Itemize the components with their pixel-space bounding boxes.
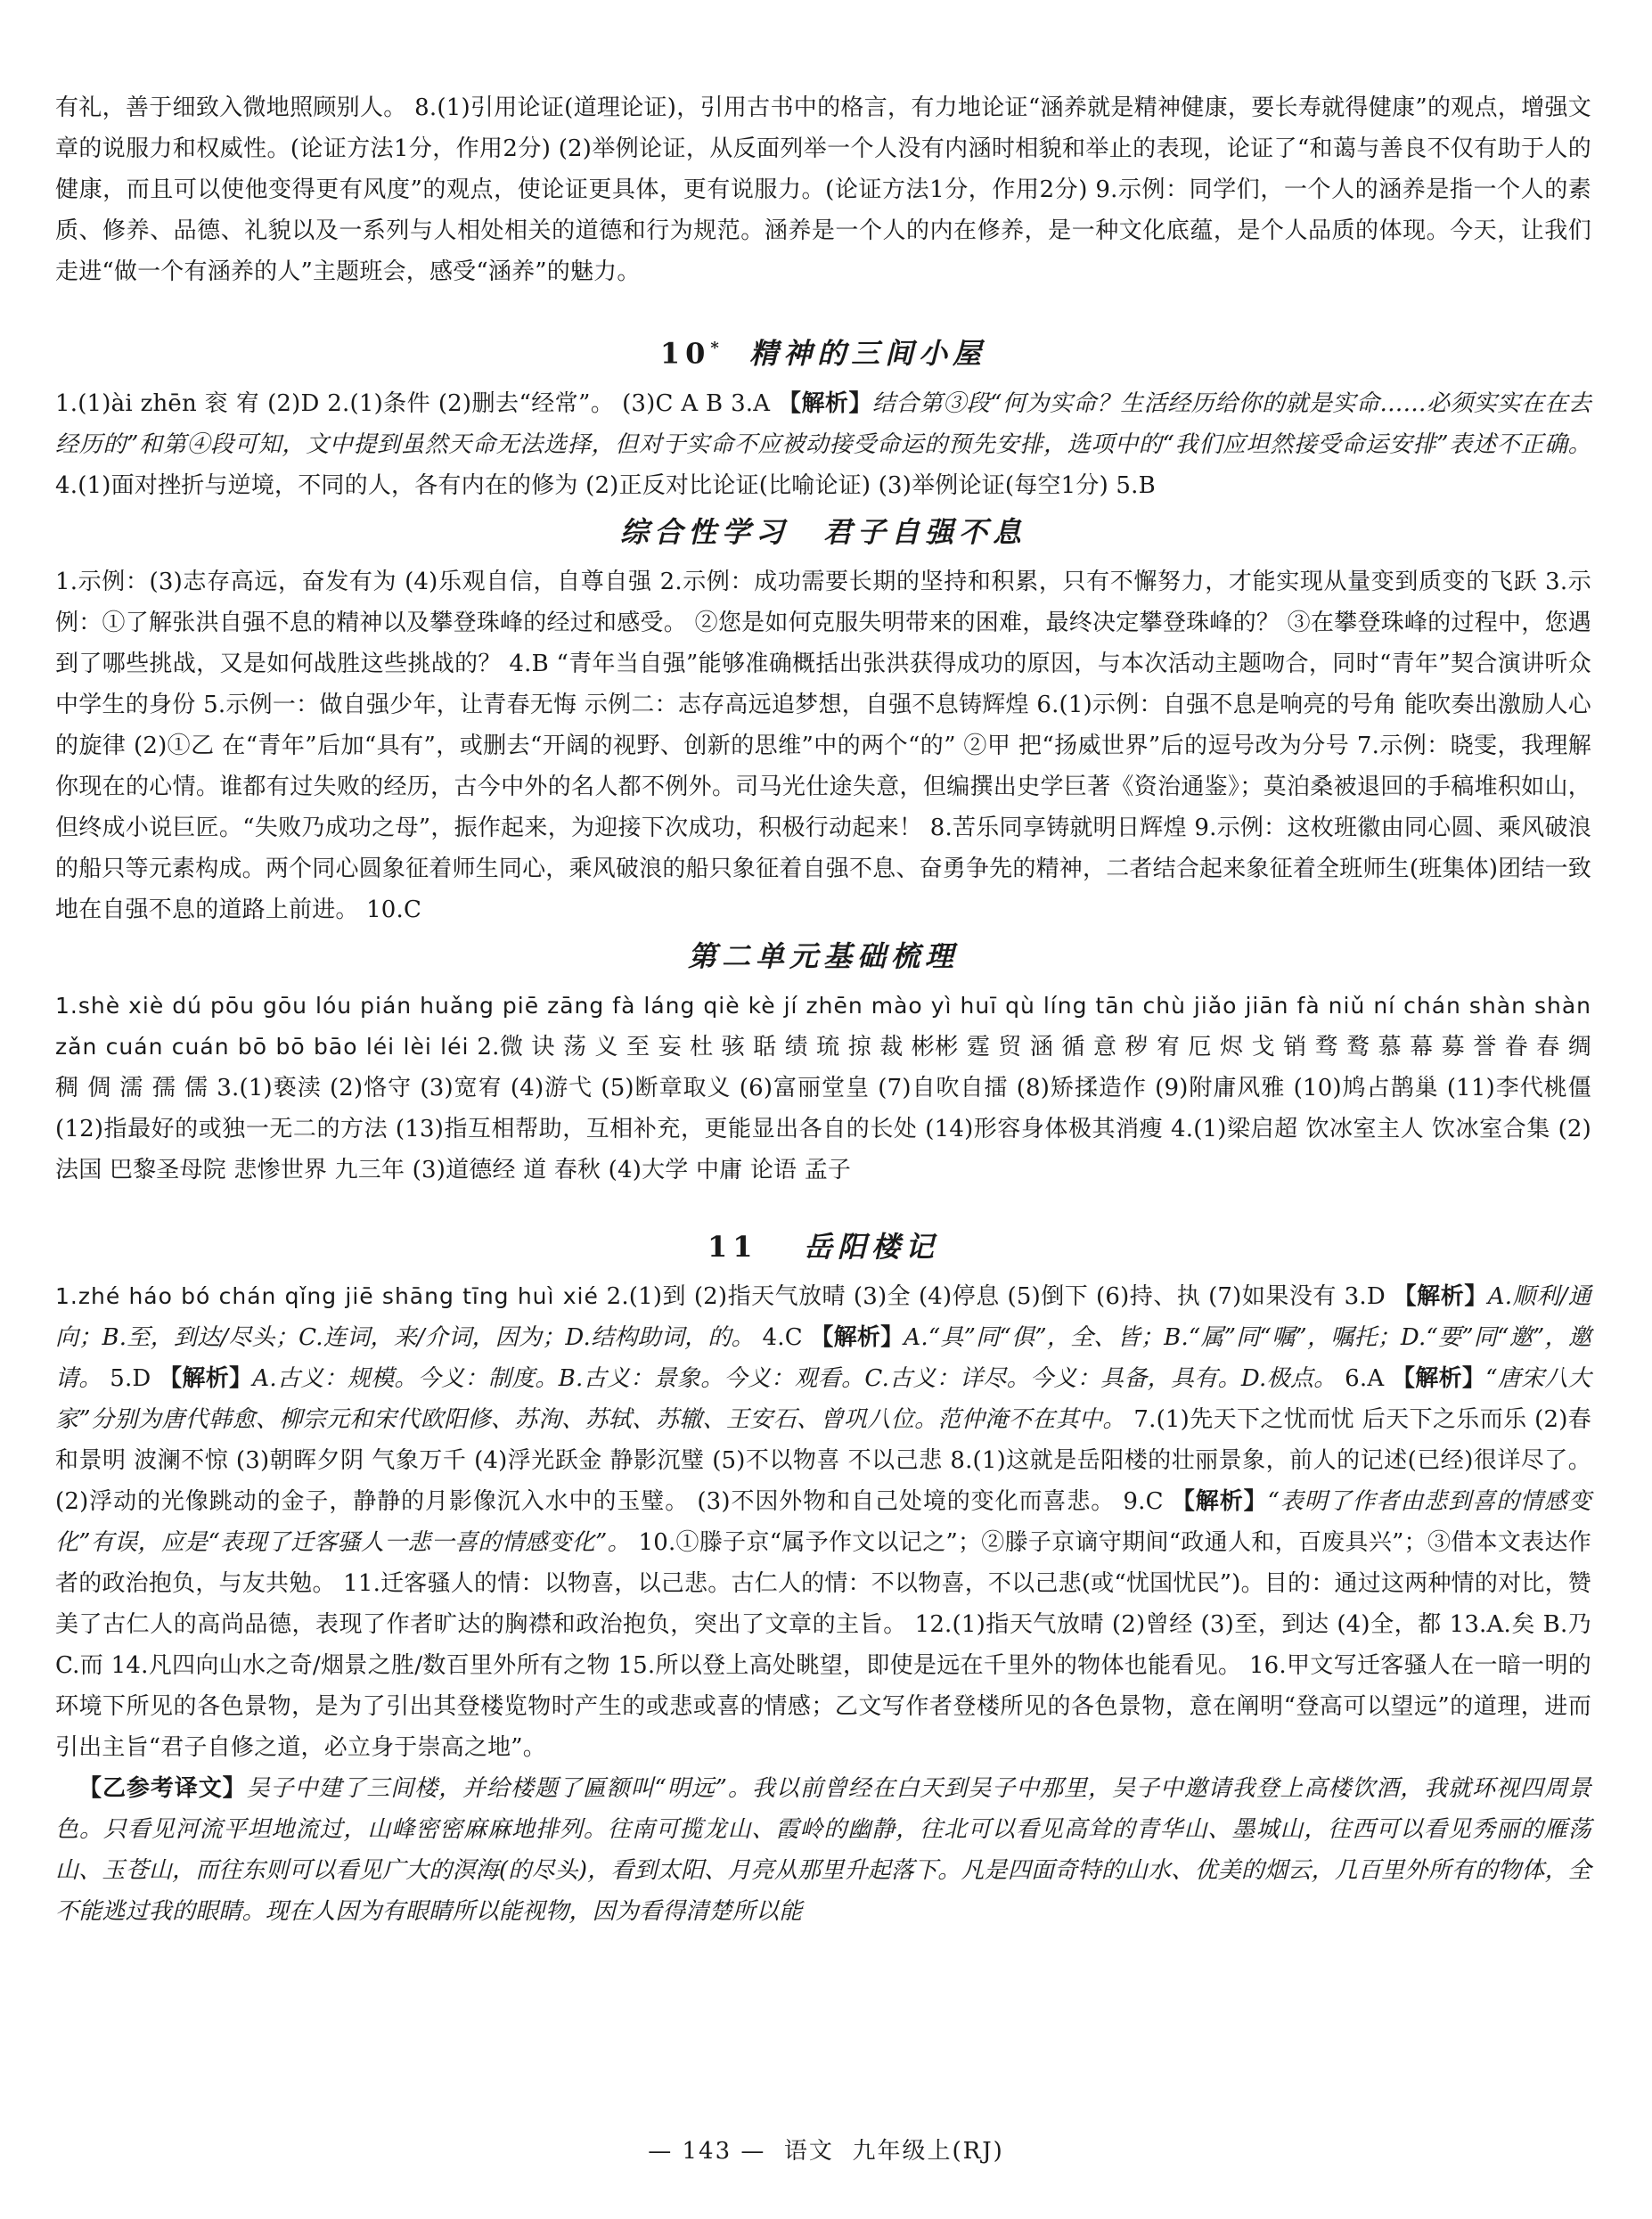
analysis-tag: 【解析】 (1393, 1282, 1488, 1310)
analysis-text: A.顺利/通向；B.至，到达/尽头；C.连词，来/介词，因为；D.结构助词，的。 (55, 1282, 1591, 1351)
footer-grade: 九年级上(RJ) (852, 2138, 1004, 2165)
answer-text: 10.①滕子京“属予作文以记之”；②滕子京谪守期间“政通人和，百废具兴”；③借本文表达作者的政治抱负，与友共勉。 11.迁客骚人的情：以物喜，以己悲。古仁人的情：不以物喜，不以己悲(或“忧国忧民”)。目的：通过这两种情的对比，赞美了古仁人的高尚品德，表现了作者旷达的胸襟和政治抱负，突出了文章的主旨。 12.(1)指天气放晴 (2)曾经 (3)至，到达 (4)全，都 13.A.矣 B.乃 C.而 14.凡四向山水之奇/烟景之胜/数百里外所有之物 15.所以登上高处眺望，即使是远在千里外的物体也能看见。 16.甲文写迁客骚人在一暗一明的环境下所见的各色景物，是为了引出其登楼览物时产生的或悲或喜的情感；乙文写作者登楼所见的各色景物，意在阐明“登高可以望远”的道理，进而引出主旨“君子自修之道，必立身于崇高之地”。 (55, 1528, 1591, 1761)
translation-paragraph (55, 1768, 1591, 1932)
translation-text: 吴子中建了三间楼，并给楼题了匾额叫“明远”。我以前曾经在白天到吴子中那里，吴子中邀请我登上高楼饮酒，我就环视四周景色。只看见河流平坦地流过，山峰密密麻麻地排列。往南可揽龙山、霞岭的幽静，往北可以看见高耸的青华山、墨城山，往西可以看见秀丽的雁荡山、玉苍山，而往东则可以看见广大的溟海(的尽头)，看到太阳、月亮从那里升起落下。凡是四面奇特的山水、优美的烟云，几百里外所有的物体，全不能逃过我的眼睛。现在人因为有眼睛所以能视物，因为看得清楚所以能 (55, 1774, 1591, 1925)
analysis-text: A.“具”同“俱”，全、皆；B.“属”同“嘱”，嘱托；D.“要”同“邀”，邀请。 (55, 1323, 1592, 1392)
answer-text: 6.A (1337, 1364, 1392, 1392)
comprehensive-answers: 1.示例：(3)志存高远，奋发有为 (4)乐观自信，自尊自强 2.示例：成功需要长期的坚持和积累，只有不懈努力，才能实现从量变到质变的飞跃 3.示例：①了解张洪自强不息的精神以及攀登珠峰的经过和感受。 ②您是如何克服失明带来的困难，最终决定攀登珠峰的？ ③在攀登珠峰的过程中，您遇到了哪些挑战，又是如何战胜这些挑战的？ 4.B “青年当自强”能够准确概括出张洪获得成功的原因，与本次活动主题吻合，同时“青年”契合演讲听众中学生的身份 5.示例一：做自强少年，让青春无悔 示例二：志存高远追梦想，自强不息铸辉煌 6.(1)示例：自强不息是响亮的号角 能吹奏出激励人心的旋律 (2)①乙 在“青年”后加“具有”，或删去“开阔的视野、创新的思维”中的两个“的” ②甲 把“扬威世界”后的逗号改为分号 7.示例：晓雯，我理解你现在的心情。谁都有过失败的经历，古今中外的名人都不例外。司马光仕途失意，但编撰出史学巨著《资治通鉴》；莫泊桑被退回的手稿堆积如山，但终成小说巨匠。“失败乃成功之母”，振作起来，为迎接下次成功，积极行动起来！ 8.苦乐同享铸就明日辉煌 9.示例：这枚班徽由同心圆、乘风破浪的船只等元素构成。两个同心圆象征着师生同心，乘风破浪的船只象征着自强不息、奋勇争先的精神，二者结合起来象征着全班师生(班集体)团结一致地在自强不息的道路上前进。 10.C (55, 568, 1591, 923)
page-footer (0, 2133, 1652, 2166)
section-number: 10 (659, 336, 711, 371)
section-title-comprehensive (55, 512, 1591, 553)
analysis-text: “唐宋八大家”分别为唐代韩愈、柳宗元和宋代欧阳修、苏洵、苏轼、苏辙、王安石、曾巩八位。范仲淹不在其中。 (55, 1364, 1591, 1433)
analysis-tag: 【解析】 (810, 1323, 904, 1351)
section-10-answers (55, 383, 1591, 506)
section-name: 岳阳楼记 (803, 1229, 939, 1264)
footer-subject: 语文 (783, 2138, 834, 2165)
analysis-text: “表明了作者由悲到喜的情感变化”有误，应是“表现了迁客骚人一悲一喜的情感变化”。 (55, 1487, 1591, 1556)
answer-text: 7.(1)先天下之忧而忧 后天下之乐而乐 (2)春和景明 波澜不惊 (3)朝晖夕阴 气象万千 (4)浮光跃金 静影沉璧 (5)不以物喜 不以己悲 8.(1)这就是岳阳楼的壮丽景象，前人的记述(已经)很详尽了。 (2)浮动的光像跳动的金子，静静的月影像沉入水中的玉璧。 (3)不因外物和自己处境的变化而喜悲。 9.C (55, 1405, 1591, 1515)
analysis-text: 结合第③段“何为实命？生活经历给你的就是实命……必须实实在在去经历的”和第④段可知，文中提到虽然天命无法选择，但对于实命不应被动接受命运的预先安排，选项中的“我们应坦然接受命运安排”表述不正确。 (55, 389, 1591, 458)
section-name: 第二单元基础梳理 (687, 938, 959, 973)
answer-text: 1.(1)ài zhēn 衮 宥 (2)D 2.(1)条件 (2)删去“经常”。 (3)C A B 3.A (55, 389, 778, 417)
analysis-tag: 【解析】 (159, 1364, 253, 1392)
section-title-unit2 (55, 936, 1591, 977)
analysis-tag: 【解析】 (1171, 1487, 1268, 1515)
answer-text: 4.(1)面对挫折与逆境，不同的人，各有内在的修为 (2)正反对比论证(比喻论证) (3)举例论证(每空1分) 5.B (55, 471, 1156, 499)
analysis-text: A.古义：规模。今义：制度。B.古义：景象。今义：观看。C.古义：详尽。今义：具备，具有。D.极点。 (252, 1364, 1337, 1392)
section-number: 11 (707, 1229, 758, 1264)
section-name: 综合性学习 君子自强不息 (619, 514, 1026, 549)
section-title-10 (55, 328, 1591, 374)
section-11-answers (55, 1276, 1591, 1768)
page-number: — 143 — (648, 2138, 766, 2165)
section-name: 精神的三间小屋 (749, 336, 987, 371)
section-title-11 (55, 1226, 1591, 1267)
translation-tag: 【乙参考译文】 (78, 1774, 247, 1802)
section-mark: * (710, 339, 719, 357)
pinyin-answers: 1.shè xiè dú pōu gōu lóu pián huǎng piē zāng fà láng qiè kè jí zhēn mào yì huī qù líng tān chù jiǎo jiān fà niǔ ní chán shàn shàn zǎn cuán cuán bō bō bāo léi lèi léi (55, 992, 1591, 1060)
analysis-tag: 【解析】 (777, 389, 872, 417)
text-column (55, 0, 1591, 1932)
pinyin-answers: 1.zhé háo bó chán qǐng jiē shāng tīng huì xié (55, 1282, 599, 1309)
answer-text: 4.C (754, 1323, 811, 1351)
intro-paragraph: 有礼，善于细致入微地照顾别人。 8.(1)引用论证(道理论证)，引用古书中的格言，有力地论证“涵养就是精神健康，要长寿就得健康”的观点，增强文章的说服力和权威性。(论证方法1分，作用2分) (2)举例论证，从反面列举一个人没有内涵时相貌和举止的表现，论证了“和蔼与善良不仅有助于人的健康，而且可以使他变得更有风度”的观点，使论证更具体，更有说服力。(论证方法1分，作用2分) 9.示例：同学们，一个人的涵养是指一个人的素质、修养、品德、礼貌以及一系列与人相处相关的道德和行为规范。涵养是一个人的内在修养，是一种文化底蕴，是个人品质的体现。今天，让我们走进“做一个有涵养的人”主题班会，感受“涵养”的魅力。 (55, 94, 1591, 285)
answer-text: 5.D (102, 1364, 159, 1392)
analysis-tag: 【解析】 (1391, 1364, 1486, 1392)
answer-text: 2.(1)到 (2)指天气放晴 (3)全 (4)停息 (5)倒下 (6)持、执 (7)如果没有 3.D (598, 1282, 1394, 1310)
unit2-answers (55, 986, 1591, 1191)
answer-text: 2.微 诀 荡 义 至 妄 杜 骇 聒 绩 琉 掠 裁 彬彬 霆 贸 涵 循 意 秽 宥 厄 烬 戈 销 骛 鹜 慕 幕 募 誉 眷 春 绸 稠 倜 濡 孺 儒 3.(1)亵渎 (2)恪守 (3)宽宥 (4)游弋 (5)断章取义 (6)富丽堂皇 (7)自吹自擂 (8)矫揉造作 (9)附庸风雅 (10)鸠占鹊巢 (11)李代桃僵 (12)指最好的或独一无二的方法 (13)指互相帮助，互相补充，更能显出各自的长处 (14)形容身体极其消瘦 4.(1)梁启超 饮冰室主人 饮冰室合集 (2)法国 巴黎圣母院 悲惨世界 九三年 (3)道德经 道 春秋 (4)大学 中庸 论语 孟子 (55, 1033, 1591, 1183)
